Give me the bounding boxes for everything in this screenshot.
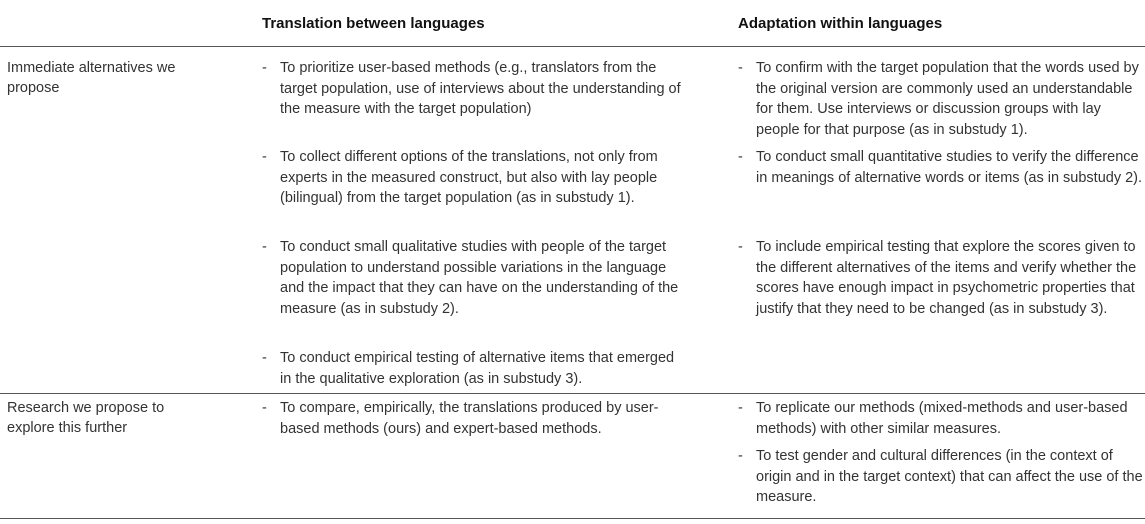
bullet-dash: -	[738, 60, 743, 76]
header-translation: Translation between languages	[262, 15, 485, 32]
bullet-dash: -	[738, 239, 743, 255]
header-divider	[0, 46, 1145, 47]
list-item-text: To test gender and cultural differences (in the context of origin and in the target context) that can affect the use of the measure.	[756, 448, 1143, 505]
bullet-dash: -	[738, 448, 743, 464]
list-item	[262, 147, 687, 209]
list-item	[738, 147, 1143, 188]
list-item-text: To conduct small quantitative studies to verify the difference in meanings of alternative words or items (as in substudy 2).	[756, 149, 1143, 186]
list-item	[262, 398, 687, 439]
bullet-dash: -	[262, 149, 267, 165]
list-item-text: To collect different options of the translations, not only from experts in the measured construct, but also with lay people (bilingual) from the target population (as in substudy 1).	[280, 149, 658, 206]
list-item	[738, 446, 1143, 508]
list-item	[738, 237, 1143, 319]
list-item-text: To compare, empirically, the translations produced by user-based methods (ours) and expert-based methods.	[280, 400, 659, 437]
bullet-dash: -	[738, 400, 743, 416]
row-divider	[0, 393, 1145, 394]
list-item-text: To include empirical testing that explore the scores given to the different alternatives of the items and verify whether the scores have enough impact in psychometric properties that justify that they need to be changed (as in substudy 3).	[756, 239, 1137, 317]
table-bottom-rule	[0, 518, 1145, 519]
bullet-dash: -	[262, 400, 267, 416]
bullet-dash: -	[262, 239, 267, 255]
list-item	[738, 58, 1143, 140]
list-item-text: To replicate our methods (mixed-methods and user-based methods) with other similar measures.	[756, 400, 1128, 437]
list-item-text: To conduct empirical testing of alternative items that emerged in the qualitative exploration (as in substudy 3).	[280, 350, 675, 387]
list-item-text: To conduct small qualitative studies with people of the target population to understand possible variations in the language and the impact that they can have on the understanding of the measure (as in substudy 2).	[280, 239, 679, 317]
header-adaptation: Adaptation within languages	[738, 15, 943, 32]
row-label-immediate-alternatives: Immediate alternatives we propose	[7, 60, 176, 96]
list-item-text: To prioritize user-based methods (e.g., translators from the target population, use of interviews about the understanding of the measure with the target population)	[280, 60, 681, 117]
bullet-dash: -	[262, 350, 267, 366]
bullet-dash: -	[738, 149, 743, 165]
list-item	[738, 398, 1143, 439]
list-item	[262, 58, 687, 120]
list-item	[262, 237, 687, 319]
bullet-dash: -	[262, 60, 267, 76]
list-item	[262, 348, 687, 389]
list-item-text: To confirm with the target population that the words used by the original version are commonly used an understandable for them. Use interviews or discussion groups with lay people for that purpose (as in substudy 1).	[756, 60, 1139, 138]
row-label-research-proposal: Research we propose to explore this further	[7, 400, 165, 436]
